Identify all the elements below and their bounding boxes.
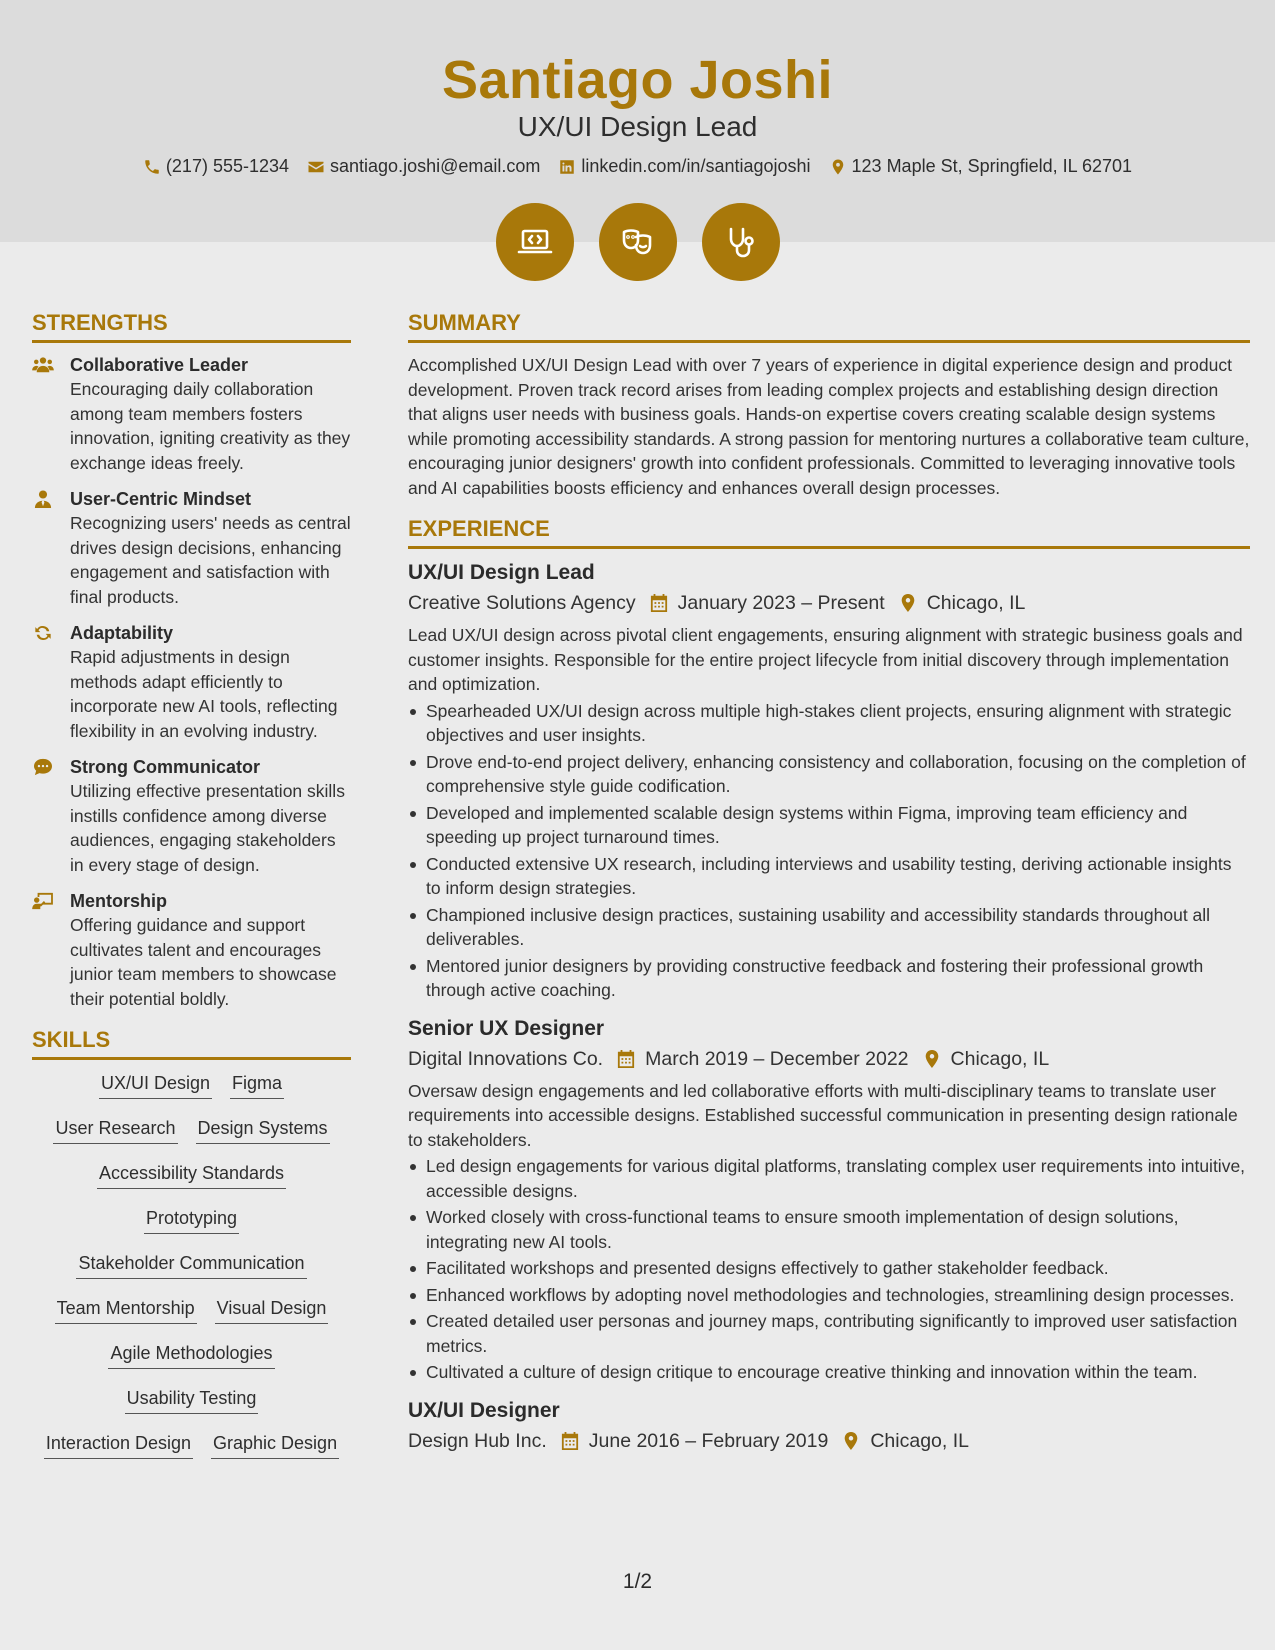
laptop-code-badge <box>496 203 574 281</box>
skill-tag: Agile Methodologies <box>108 1340 274 1369</box>
contact-phone <box>143 156 289 177</box>
bullet-item: Drove end-to-end project delivery, enhancing consistency and collaboration, focusing on the completion of comprehensive style guide codification. <box>408 750 1250 799</box>
job-description: Oversaw design engagements and led collaborative efforts with multi-disciplinary teams to translate user requirements into accessible designs. Established successful communication in presenting design rationale to stakeholders. <box>408 1080 1238 1150</box>
strength-name: Strong Communicator <box>70 757 261 777</box>
skill-tag: Design Systems <box>196 1115 330 1144</box>
theater-masks-badge <box>599 203 677 281</box>
bullet-item: Mentored junior designers by providing constructive feedback and fostering their professional growth through active coaching. <box>408 954 1250 1003</box>
users-icon <box>32 356 54 374</box>
strengths-heading: STRENGTHS <box>32 308 351 343</box>
job-entry <box>408 1397 1250 1457</box>
bullet-item: Conducted extensive UX research, including interviews and usability testing, deriving actionable insights to inform design strategies. <box>408 852 1250 901</box>
laptop-code-icon <box>515 222 555 262</box>
skill-tag: Interaction Design <box>44 1430 193 1459</box>
skill-tag: Stakeholder Communication <box>76 1250 306 1279</box>
bullet-item: Created detailed user personas and journey maps, contributing significantly to improved user satisfaction metrics. <box>408 1309 1250 1358</box>
contact-address <box>829 156 1133 177</box>
map-marker-icon <box>842 1431 860 1451</box>
email-text[interactable]: santiago.joshi@email.com <box>330 156 541 176</box>
job-bullets <box>408 1154 1250 1385</box>
job-title: UX/UI Designer <box>408 1398 560 1422</box>
contact-bar <box>0 156 1275 177</box>
right-column <box>408 308 1250 1469</box>
job-company: Digital Innovations Co. <box>408 1047 604 1070</box>
sync-icon <box>32 624 54 642</box>
contact-email[interactable] <box>307 156 540 177</box>
job-bullets <box>408 699 1250 1003</box>
candidate-name: Santiago Joshi <box>441 50 834 110</box>
job-meta <box>408 1425 1250 1457</box>
job-title: UX/UI Design Lead <box>408 561 595 584</box>
bullet-item: Spearheaded UX/UI design across multiple high-stakes client projects, ensuring alignment with strategic objectives and user insights. <box>408 699 1250 748</box>
job-entry <box>408 1015 1250 1385</box>
skill-tag: Team Mentorship <box>55 1295 197 1324</box>
calendar-icon <box>650 593 668 613</box>
strength-item <box>32 487 351 609</box>
page-number: 1/2 <box>622 1570 653 1593</box>
candidate-title: UX/UI Design Lead <box>517 111 758 142</box>
left-column <box>32 308 351 1475</box>
skills-heading: SKILLS <box>32 1025 351 1060</box>
job-dates: March 2019 – December 2022 <box>645 1047 909 1070</box>
skill-tag: Usability Testing <box>125 1385 259 1414</box>
skill-tag: Prototyping <box>144 1205 239 1234</box>
map-marker-icon <box>829 158 847 176</box>
job-dates: June 2016 – February 2019 <box>588 1429 829 1452</box>
job-company: Design Hub Inc. <box>408 1429 547 1452</box>
skill-tag: User Research <box>53 1115 177 1144</box>
strength-name: Collaborative Leader <box>70 355 249 375</box>
theater-masks-icon <box>618 222 658 262</box>
user-tie-icon <box>32 490 54 508</box>
job-location: Chicago, IL <box>950 1047 1050 1070</box>
linkedin-text[interactable]: linkedin.com/in/santiagojoshi <box>581 156 811 176</box>
linkedin-icon <box>558 158 576 176</box>
strength-item <box>32 755 351 877</box>
calendar-icon <box>561 1431 579 1451</box>
calendar-icon <box>617 1049 635 1069</box>
bullet-item: Enhanced workflows by adopting novel methodologies and technologies, streamlining design processes. <box>408 1283 1250 1308</box>
stethoscope-badge <box>702 203 780 281</box>
strength-desc: Utilizing effective presentation skills instills confidence among diverse audiences, engaging stakeholders in every stage of design. <box>70 781 345 875</box>
chalkboard-teacher-icon <box>32 892 54 910</box>
job-meta <box>408 587 1250 619</box>
job-location: Chicago, IL <box>926 592 1026 614</box>
strength-item <box>32 889 351 1011</box>
skill-tag: Visual Design <box>215 1295 329 1324</box>
strength-name: User-Centric Mindset <box>70 489 252 509</box>
address-text: 123 Maple St, Springfield, IL 62701 <box>851 156 1133 176</box>
map-marker-icon <box>899 593 917 613</box>
summary-heading: SUMMARY <box>408 308 1250 343</box>
summary-text: Accomplished UX/UI Design Lead with over 7 years of experience in digital experience design and product development. Proven track record arises from leading complex projects and establishing design direction that aligns user needs with business goals. Hands-on expertise covers creating scalable design systems while promoting accessibility standards. A strong passion for mentoring nurtures a collaborative team culture, encouraging junior designers' growth into confident professionals. Committed to leveraging innovative tools and AI capabilities boosts efficiency and enhances overall design processes. <box>408 355 1250 498</box>
strength-desc: Rapid adjustments in design methods adapt efficiently to incorporate new AI tools, reflecting flexibility in an evolving industry. <box>70 647 338 741</box>
bullet-item: Developed and implemented scalable design systems within Figma, improving team efficiency and speeding up project turnaround times. <box>408 801 1250 850</box>
envelope-icon <box>307 158 325 176</box>
bullet-item: Facilitated workshops and presented designs effectively to gather stakeholder feedback. <box>408 1256 1250 1281</box>
skill-tag: Accessibility Standards <box>97 1160 286 1189</box>
strength-name: Mentorship <box>70 891 167 911</box>
strength-desc: Encouraging daily collaboration among team members fosters innovation, igniting creativity as they exchange ideas freely. <box>70 379 351 473</box>
skills-list <box>32 1070 351 1475</box>
strength-desc: Recognizing users' needs as central drives design decisions, enhancing engagement and satisfaction with final products. <box>70 513 351 607</box>
strength-name: Adaptability <box>70 623 174 643</box>
job-location: Chicago, IL <box>870 1429 969 1452</box>
strength-item <box>32 353 351 475</box>
skill-tag: Figma <box>230 1070 284 1099</box>
bullet-item: Led design engagements for various digital platforms, translating complex user requirements into intuitive, accessible designs. <box>408 1154 1250 1203</box>
job-entry <box>408 559 1250 1003</box>
bullet-item: Championed inclusive design practices, sustaining usability and accessibility standards throughout all deliverables. <box>408 903 1250 952</box>
stethoscope-icon <box>721 222 761 262</box>
job-title: Senior UX Designer <box>408 1016 605 1040</box>
strength-item <box>32 621 351 743</box>
strength-desc: Offering guidance and support cultivates talent and encourages junior team members to showcase their potential boldly. <box>70 915 337 1009</box>
phone-icon <box>143 158 161 176</box>
comment-dots-icon <box>32 758 54 776</box>
experience-heading: EXPERIENCE <box>408 514 1250 549</box>
job-meta <box>408 1043 1250 1075</box>
bullet-item: Worked closely with cross-functional teams to ensure smooth implementation of design solutions, integrating new AI tools. <box>408 1205 1250 1254</box>
job-dates: January 2023 – Present <box>677 592 885 614</box>
job-description: Lead UX/UI design across pivotal client engagements, ensuring alignment with strategic business goals and customer insights. Responsible for the entire project lifecycle from initial discovery through implementation and optimization. <box>408 625 1243 694</box>
bullet-item: Cultivated a culture of design critique to encourage creative thinking and innovation within the team. <box>408 1360 1250 1385</box>
map-marker-icon <box>923 1049 941 1069</box>
header-badges <box>0 203 1275 281</box>
phone-text: (217) 555-1234 <box>165 156 290 176</box>
skill-tag: UX/UI Design <box>99 1070 212 1099</box>
job-company: Creative Solutions Agency <box>408 592 636 614</box>
skill-tag: Graphic Design <box>211 1430 339 1459</box>
contact-linkedin[interactable] <box>558 156 810 177</box>
